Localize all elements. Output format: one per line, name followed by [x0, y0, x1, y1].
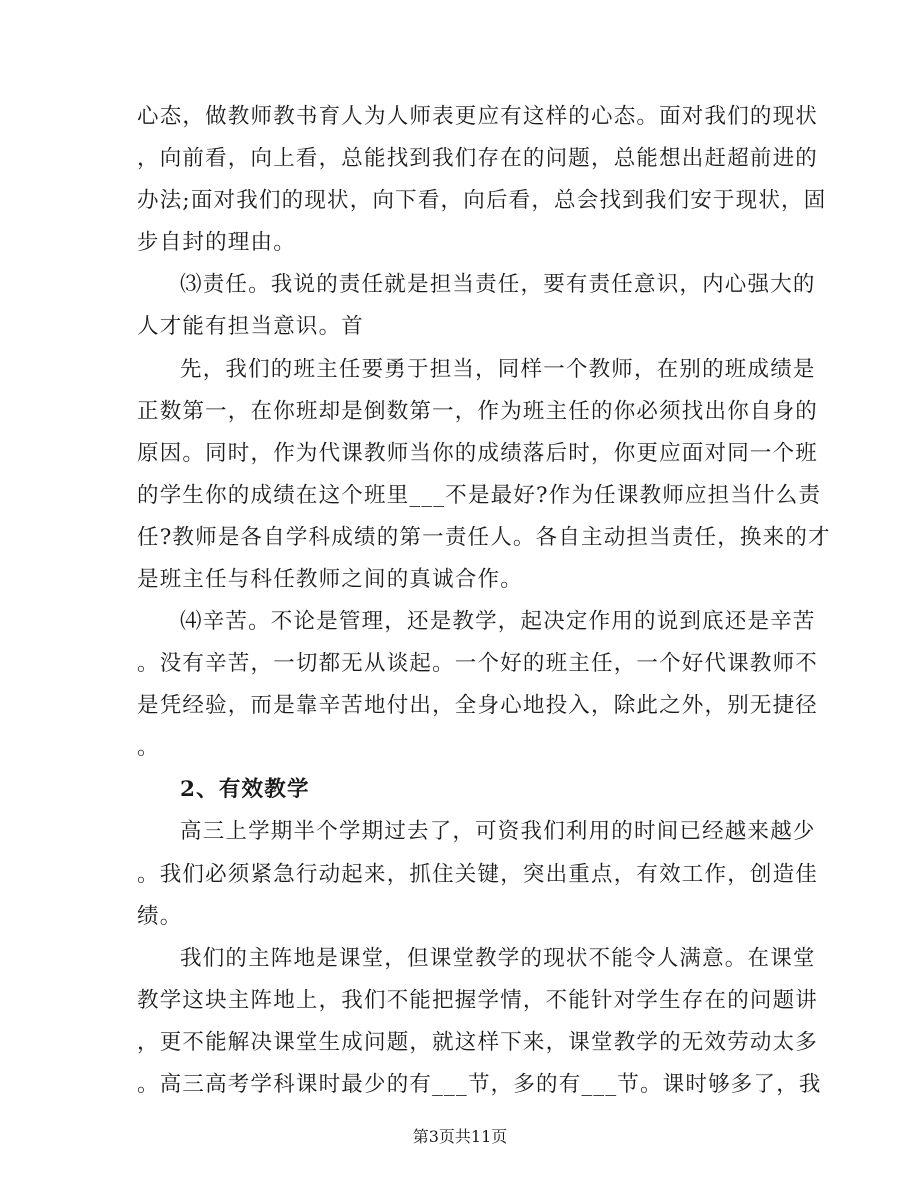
paragraph-line: 教学这块主阵地上，我们不能把握学情，不能针对学生存在的问题讲 [137, 987, 819, 1013]
paragraph-line: ⑶责任。我说的责任就是担当责任，要有责任意识，内心强大的 [180, 272, 816, 298]
paragraph-line: ⑷辛苦。不论是管理，还是教学，起决定作用的说到底还是辛苦 [180, 609, 816, 635]
paragraph-line: 是凭经验，而是靠辛苦地付出，全身心地投入，除此之外，别无捷径 [137, 693, 819, 719]
paragraph-line: 。没有辛苦，一切都无从谈起。一个好的班主任，一个好代课教师不 [137, 651, 819, 677]
paragraph-line: 是班主任与科任教师之间的真诚合作。 [137, 566, 523, 592]
paragraph-line: 我们的主阵地是课堂，但课堂教学的现状不能令人满意。在课堂 [180, 945, 816, 971]
page-number-footer: 第3页共11页 [412, 1127, 508, 1146]
paragraph-line: 的学生你的成绩在这个班里___不是最好?作为任课教师应担当什么责 [137, 482, 822, 508]
paragraph-line: 原因。同时，作为代课教师当你的成绩落后时，你更应面对同一个班 [137, 440, 819, 466]
paragraph-line: 办法;面对我们的现状，向下看，向后看，总会找到我们安于现状，固 [137, 188, 827, 214]
paragraph-line: 步自封的理由。 [137, 230, 296, 256]
paragraph-line: 先，我们的班主任要勇于担当，同样一个教师，在别的班成绩是 [180, 356, 816, 382]
paragraph-line: ，更不能解决课堂生成问题，就这样下来，课堂教学的无效劳动太多 [137, 1029, 819, 1055]
paragraph-line: 绩。 [137, 903, 183, 929]
section-heading: 2、有效教学 [180, 777, 310, 803]
paragraph-line: 心态，做教师教书育人为人师表更应有这样的心态。面对我们的现状 [137, 104, 819, 129]
paragraph-line: 高三上学期半个学期过去了，可资我们利用的时间已经越来越少 [180, 819, 816, 845]
paragraph-line: 人才能有担当意识。首 [137, 314, 365, 340]
paragraph-line: 。 [137, 735, 160, 761]
paragraph-line: 。我们必须紧急行动起来，抓住关键，突出重点，有效工作，创造佳 [137, 861, 819, 887]
paragraph-line: 正数第一，在你班却是倒数第一，作为班主任的你必须找出你自身的 [137, 398, 819, 424]
paragraph-line: ，向前看，向上看，总能找到我们存在的问题，总能想出赶超前进的 [137, 146, 819, 172]
paragraph-line: 。高三高考学科课时最少的有___节，多的有___节。课时够多了，我 [137, 1072, 822, 1097]
paragraph-line: 任?教师是各自学科成绩的第一责任人。各自主动担当责任，换来的才 [137, 524, 831, 550]
